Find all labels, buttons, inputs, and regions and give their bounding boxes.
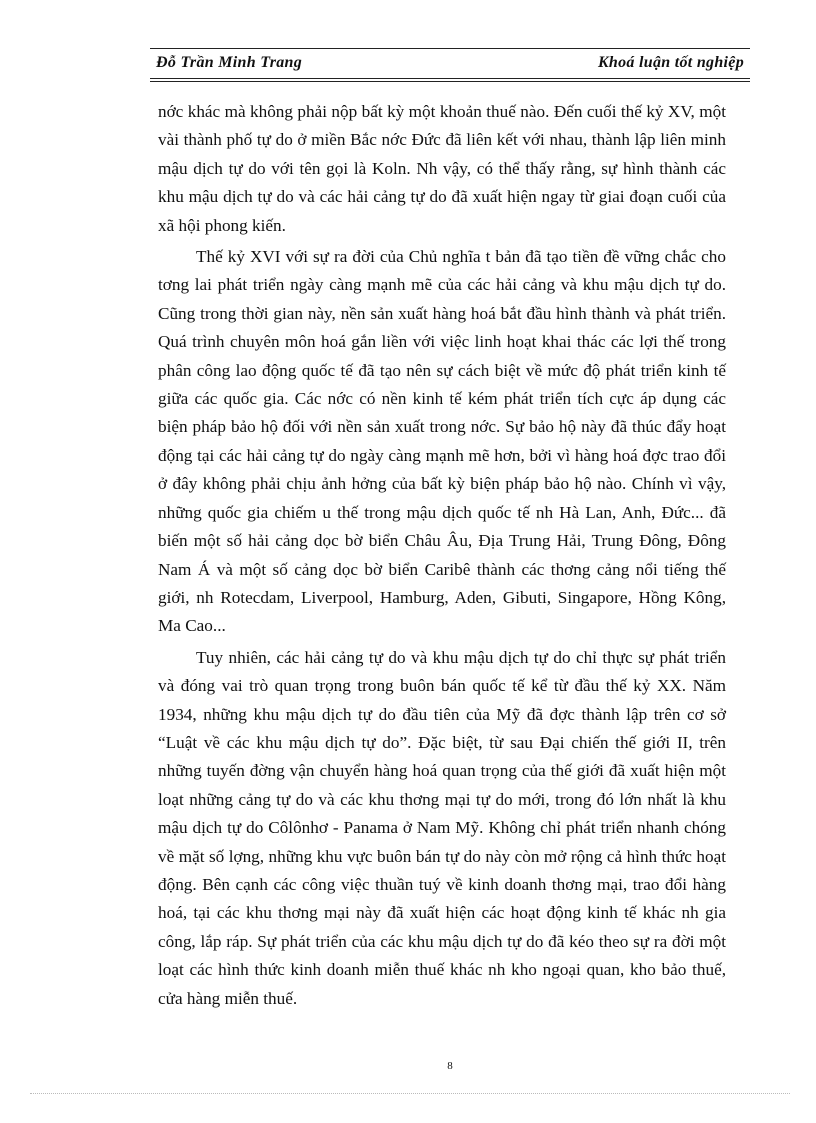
paragraph-1: nớc khác mà không phải nộp bất kỳ một khoản thuế nào. Đến cuối thế kỷ XV, một vài thành phố tự do ở miền Bắc nớc Đức đã liên kết với nhau, thành lập liên minh mậu dịch tự do với tên gọi là Koln. Nh vậy, có thể thấy rằng, sự hình thành các khu mậu dịch tự do và các hải cảng tự do đã xuất hiện ngay từ giai đoạn cuối của xã hội phong kiến. [158,102,726,235]
paragraph-3: Tuy nhiên, các hải cảng tự do và khu mậu dịch tự do chỉ thực sự phát triển và đóng vai trò quan trọng trong buôn bán quốc tế kể từ đầu thế kỷ XX. Năm 1934, những khu mậu dịch tự do đầu tiên của Mỹ đã đợc thành lập trên cơ sở “Luật về các khu mậu dịch tự do”. Đặc biệt, từ sau Đại chiến thế giới II, trên những tuyến đờng vận chuyển hàng hoá quan trọng của thế giới đã xuất hiện một loạt những cảng tự do và các khu thơng mại tự do mới, trong đó lớn nhất là khu mậu dịch tự do Côlônhơ - Panama ở Nam Mỹ. Không chỉ phát triển nhanh chóng về mặt số lợng, những khu vực buôn bán tự do này còn mở rộng cả hình thức hoạt động. Bên cạnh các công việc thuần tuý về kinh doanh thơng mại, trao đổi hàng hoá, tại các khu thơng mại này đã xuất hiện các hoạt động kinh tế khác nh gia công, lắp ráp. Sự phát triển của các khu mậu dịch tự do đã kéo theo sự ra đời một loạt các hình thức kinh doanh miễn thuế khác nh kho ngoại quan, kho bảo thuế, cửa hàng miễn thuế. [158,647,726,1008]
header-author: Đỗ Trần Minh Trang [156,54,303,71]
footer-divider [30,1093,790,1094]
header-document-title: Khoá luận tốt nghiệp [597,54,744,71]
body-text [158,98,726,1013]
paragraph-2: Thế kỷ XVI với sự ra đời của Chủ nghĩa t bản đã tạo tiền đề vững chắc cho tơng lai phát triển ngày càng mạnh mẽ của các hải cảng và khu mậu dịch tự do. Cũng trong thời gian này, nền sản xuất hàng hoá bắt đầu hình thành và phát triển. Quá trình chuyên môn hoá gắn liền với việc linh hoạt khai thác các lợi thế trong phân công lao động quốc tế đã tạo nên sự cách biệt về mức độ phát triển kinh tế giữa các quốc gia. Các nớc có nền kinh tế kém phát triển tích cực áp dụng các biện pháp bảo hộ đối với nền sản xuất trong nớc. Sự bảo hộ này đã thúc đẩy hoạt động tại các hải cảng tự do ngày càng mạnh mẽ hơn, bởi vì hàng hoá đợc trao đổi ở đây không phải chịu ảnh hởng của bất kỳ biện pháp bảo hộ nào. Chính vì vậy, những quốc gia chiếm u thế trong mậu dịch quốc tế nh Hà Lan, Anh, Đức... đã biến một số hải cảng dọc bờ biển Châu Âu, Địa Trung Hải, Trung Đông, Đông Nam Á và một số cảng dọc bờ biển Caribê thành các thơng cảng nổi tiếng thế giới, nh Rotecdam, Liverpool, Hamburg, Aden, Gibuti, Singapore, Hồng Kông, Ma Cao... [158,247,726,636]
page-number: 8 [447,1060,453,1072]
page-header [150,48,750,82]
